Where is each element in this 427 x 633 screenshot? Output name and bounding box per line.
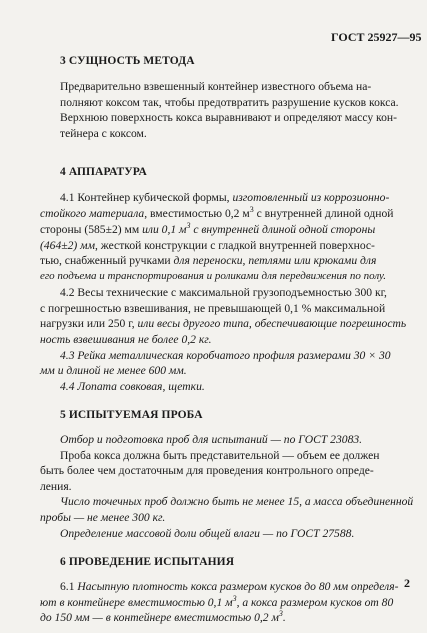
s5-line-1: Отбор и подготовка проб для испытаний — по ГОСТ 23083.	[60, 433, 363, 446]
s4-3-line-2: мм и длиной не менее 600 мм.	[40, 364, 187, 377]
s4-2-line-4: ность взвешивания не более 0,2 кг.	[40, 333, 212, 346]
s5-line-7: Определение массовой доли общей влаги — по ГОСТ 27588.	[60, 527, 355, 540]
standard-number: ГОСТ 25927—95	[331, 30, 422, 44]
s3-line-3: Верхнюю поверхность кокса выравнивают и определяют массу кон-	[60, 111, 397, 124]
s5-line-4: ления.	[40, 480, 72, 493]
s5-line-3: быть более чем достаточным для проведения контрольного опреде-	[40, 464, 374, 477]
s5-line-6: пробы — не менее 300 кг.	[40, 511, 166, 524]
page-number: 2	[404, 576, 410, 590]
s4-2-line-3: нагрузки или 250 г, или весы другого типа, обеспечивающие погрешность	[40, 317, 407, 330]
s4-1-line-6: его подъема и транспортирования и роликами для передвижения по полу.	[40, 270, 386, 282]
s4-2-line-2: с погрешностью взвешивания, не превышающей 0,1 % максимальной	[40, 302, 386, 315]
s3-line-2: полняют коксом так, чтобы предотвратить разрушение кусков кокса.	[60, 96, 399, 109]
section-4-title: 4 АППАРАТУРА	[60, 166, 147, 178]
s4-2-line-1: 4.2 Весы технические с максимальной грузоподъемностью 300 кг,	[60, 286, 387, 299]
section-5-title: 5 ИСПЫТУЕМАЯ ПРОБА	[60, 409, 203, 421]
s3-line-4: тейнера с коксом.	[60, 127, 147, 140]
s4-1-line-2: стойкого материала, вместимостью 0,2 $м^3$ с внутренней длиной одной	[40, 205, 394, 220]
s4-1-line-5: тью, снабженный ручками для переноски, петлями или крюками для	[40, 254, 377, 267]
s3-line-1: Предварительно взвешенный контейнер известного объема на-	[60, 80, 372, 93]
s4-4-line-1: 4.4 Лопата совковая, щетки.	[60, 380, 205, 393]
s4-1-line-1: 4.1 Контейнер кубической формы, изготовленный из коррозионно-	[60, 191, 390, 204]
s5-line-5: Число точечных проб должно быть не менее 15, а масса объединенной	[60, 495, 414, 508]
s5-line-2: Проба кокса должна быть представительной — объем ее должен	[60, 449, 380, 462]
section-6-title: 6 ПРОВЕДЕНИЕ ИСПЫТАНИЯ	[60, 556, 235, 568]
section-3-title: 3 СУЩНОСТЬ МЕТОДА	[60, 55, 195, 67]
s6-line-2: ют в контейнере вместимостью 0,1 $м^3$, а кокса размером кусков от 80	[40, 594, 394, 609]
s4-1-line-3: стороны (585±2) мм или 0,1 $м^3$ с внутренней длиной одной стороны	[40, 221, 376, 236]
s6-line-1: 6.1 Насыпную плотность кокса размером кусков до 80 мм определя-	[60, 580, 399, 593]
s6-line-3: до 150 мм — в контейнере вместимостью 0,2 $м^3$.	[40, 609, 286, 624]
s4-3-line-1: 4.3 Рейка металлическая коробчатого профиля размерами 30 × 30	[60, 349, 391, 362]
s4-1-line-4: (464±2) мм, жесткой конструкции с гладкой внутренней поверхнос-	[40, 239, 375, 252]
